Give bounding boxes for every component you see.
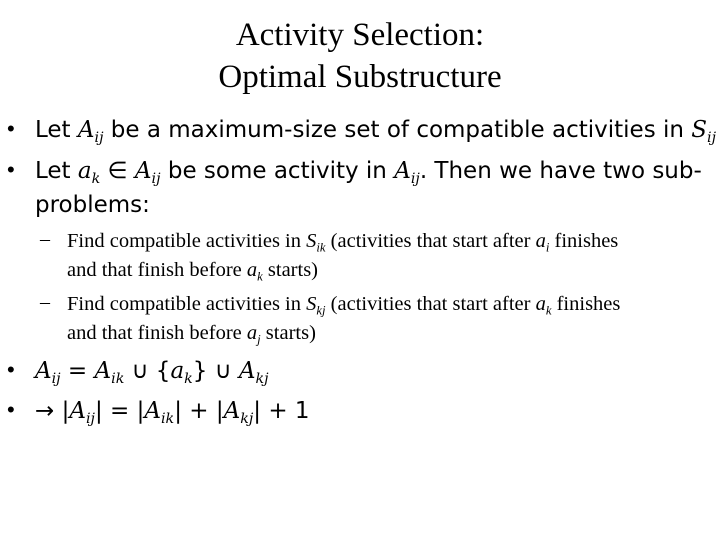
title-line-2: Optimal Substructure [218, 59, 502, 95]
sub-bullet-2-line-2: and that finish before $a_j$ starts) [67, 322, 316, 347]
bullet-dot: • [7, 357, 15, 382]
bullet-2-line-2: problems: [35, 192, 150, 218]
sub-bullet-1-line-1: Find compatible activities in $S_{ik}$ (activities that start after $a_i$ finishes [67, 230, 619, 255]
bullet-3-formula: $A_{ij} = A_{ik}$ ∪ $\{a_k\}$ ∪ $A_{kj}$ [35, 358, 269, 387]
sub-bullet-dash: – [40, 228, 50, 250]
sub-bullet-2-line-1: Find compatible activities in $S_{kj}$ (activities that start after $a_k$ finishes [67, 293, 621, 318]
sub-bullet-1-line-2: and that finish before $a_k$ starts) [67, 259, 319, 284]
bullet-2-line-1: Let $a_k$ ∈ $A_{ij}$ be some activity in $A_{ij}$. Then we have two sub- [35, 158, 702, 187]
slide-title [0, 14, 720, 98]
bullet-dot: • [7, 116, 15, 141]
bullet-4-formula: → $|A_{ij}| = |A_{ik}| + |A_{kj}| + 1$ [35, 398, 310, 427]
bullet-dot: • [7, 397, 15, 422]
sub-bullet-dash: – [40, 291, 50, 313]
title-line-1: Activity Selection: [235, 17, 485, 53]
bullet-1-text: Let $A_{ij}$ be a maximum-size set of compatible activities in $S_{ij}$ [35, 117, 717, 146]
bullet-dot: • [7, 157, 15, 182]
